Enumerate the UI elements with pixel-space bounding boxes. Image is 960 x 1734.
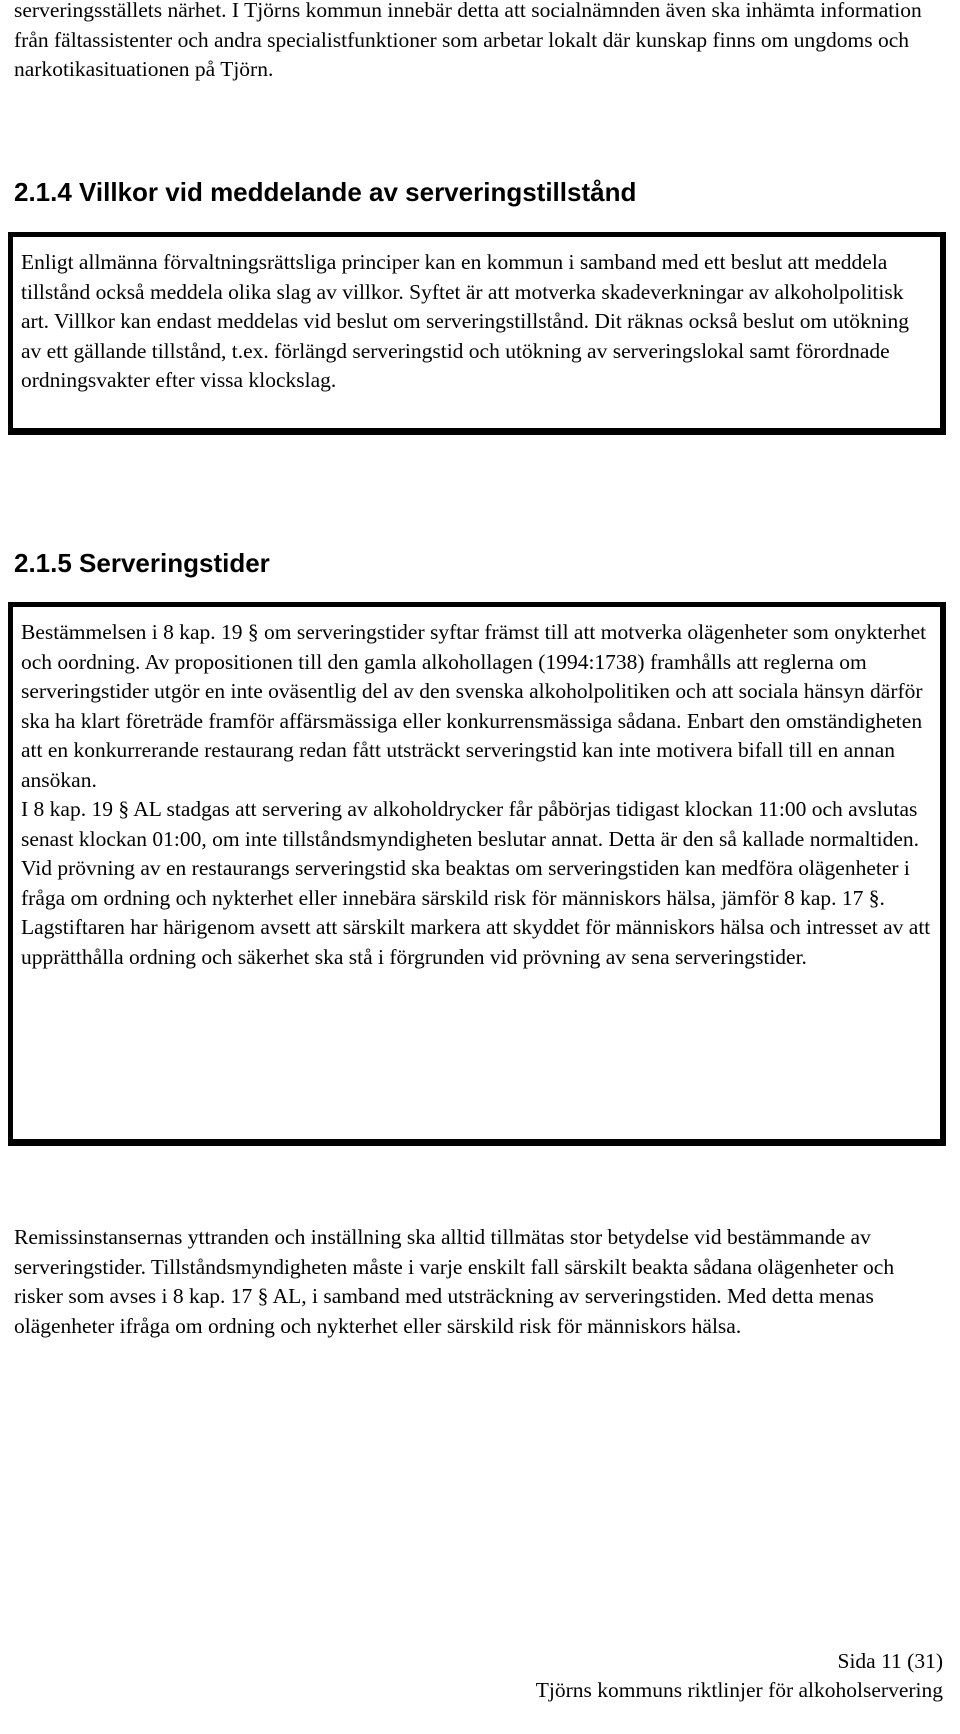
section-heading-serveringstider: 2.1.5 Serveringstider	[14, 548, 270, 578]
page-number: Sida 11 (31)	[837, 1649, 943, 1673]
serveringstider-paragraph-3: Vid prövning av en restaurangs serveringstid ska beaktas om serveringstiden kan medföra olägenheter i fråga om ordning och nykterhet eller innebära särskild risk för människors hälsa, jämför 8 kap. 17 §. Lagstiftaren har härigenom avsett att särskilt markera att skyddet för människors hälsa och intresset av att upprätthålla ordning och säkerhet ska stå i förgrunden vid prövning av sena serveringstider.	[21, 856, 931, 969]
villkor-paragraph: Enligt allmänna förvaltningsrättsliga principer kan en kommun i samband med ett beslut att meddela tillstånd också meddela olika slag av villkor. Syftet är att motverka skadeverkningar av alkoholpolitisk art. Villkor kan endast meddelas vid beslut om serveringstillstånd. Dit räknas också beslut om utökning av ett gällande tillstånd, t.ex. förlängd serveringstid och utökning av serveringslokal samt förordnade ordningsvakter efter vissa klockslag.	[21, 250, 910, 392]
intro-paragraph: serveringsställets närhet. I Tjörns kommun innebär detta att socialnämnden även ska inhämta information från fältassistenter och andra specialistfunktioner som arbetar lokalt där kunskap finns om ungdoms och narkotikasituationen på Tjörn.	[14, 0, 922, 81]
serveringstider-paragraph-2: I 8 kap. 19 § AL stadgas att servering av alkoholdrycker får påbörjas tidigast klockan 11:00 och avslutas senast klockan 01:00, om inte tillståndsmyndigheten beslutar annat. Detta är den så kallade normaltiden.	[21, 797, 919, 851]
villkor-text-box	[8, 232, 946, 435]
document-title-footer: Tjörns kommuns riktlinjer för alkoholservering	[535, 1678, 943, 1702]
section-heading-villkor: 2.1.4 Villkor vid meddelande av serveringstillstånd	[14, 177, 637, 207]
serveringstider-text-box	[8, 602, 946, 1146]
closing-paragraph: Remissinstansernas yttranden och inställning ska alltid tillmätas stor betydelse vid bestämmande av serveringstider. Tillståndsmyndigheten måste i varje enskilt fall särskilt beakta sådana olägenheter och risker som avses i 8 kap. 17 § AL, i samband med utsträckning av serveringstiden. Med detta menas olägenheter ifråga om ordning och nykterhet eller särskild risk för människors hälsa.	[14, 1225, 895, 1338]
serveringstider-paragraph-1: Bestämmelsen i 8 kap. 19 § om serveringstider syftar främst till att motverka olägenheter som onykterhet och oordning. Av propositionen till den gamla alkohollagen (1994:1738) framhålls att reglerna om serveringstider utgör en inte oväsentlig del av den svenska alkoholpolitiken och att sociala hänsyn därför ska ha klart företräde framför affärsmässiga eller konkurrensmässiga sådana. Enbart den omständigheten att en konkurrerande restaurang redan fått utsträckt serveringstid kan inte motivera bifall till en annan ansökan.	[21, 620, 927, 792]
